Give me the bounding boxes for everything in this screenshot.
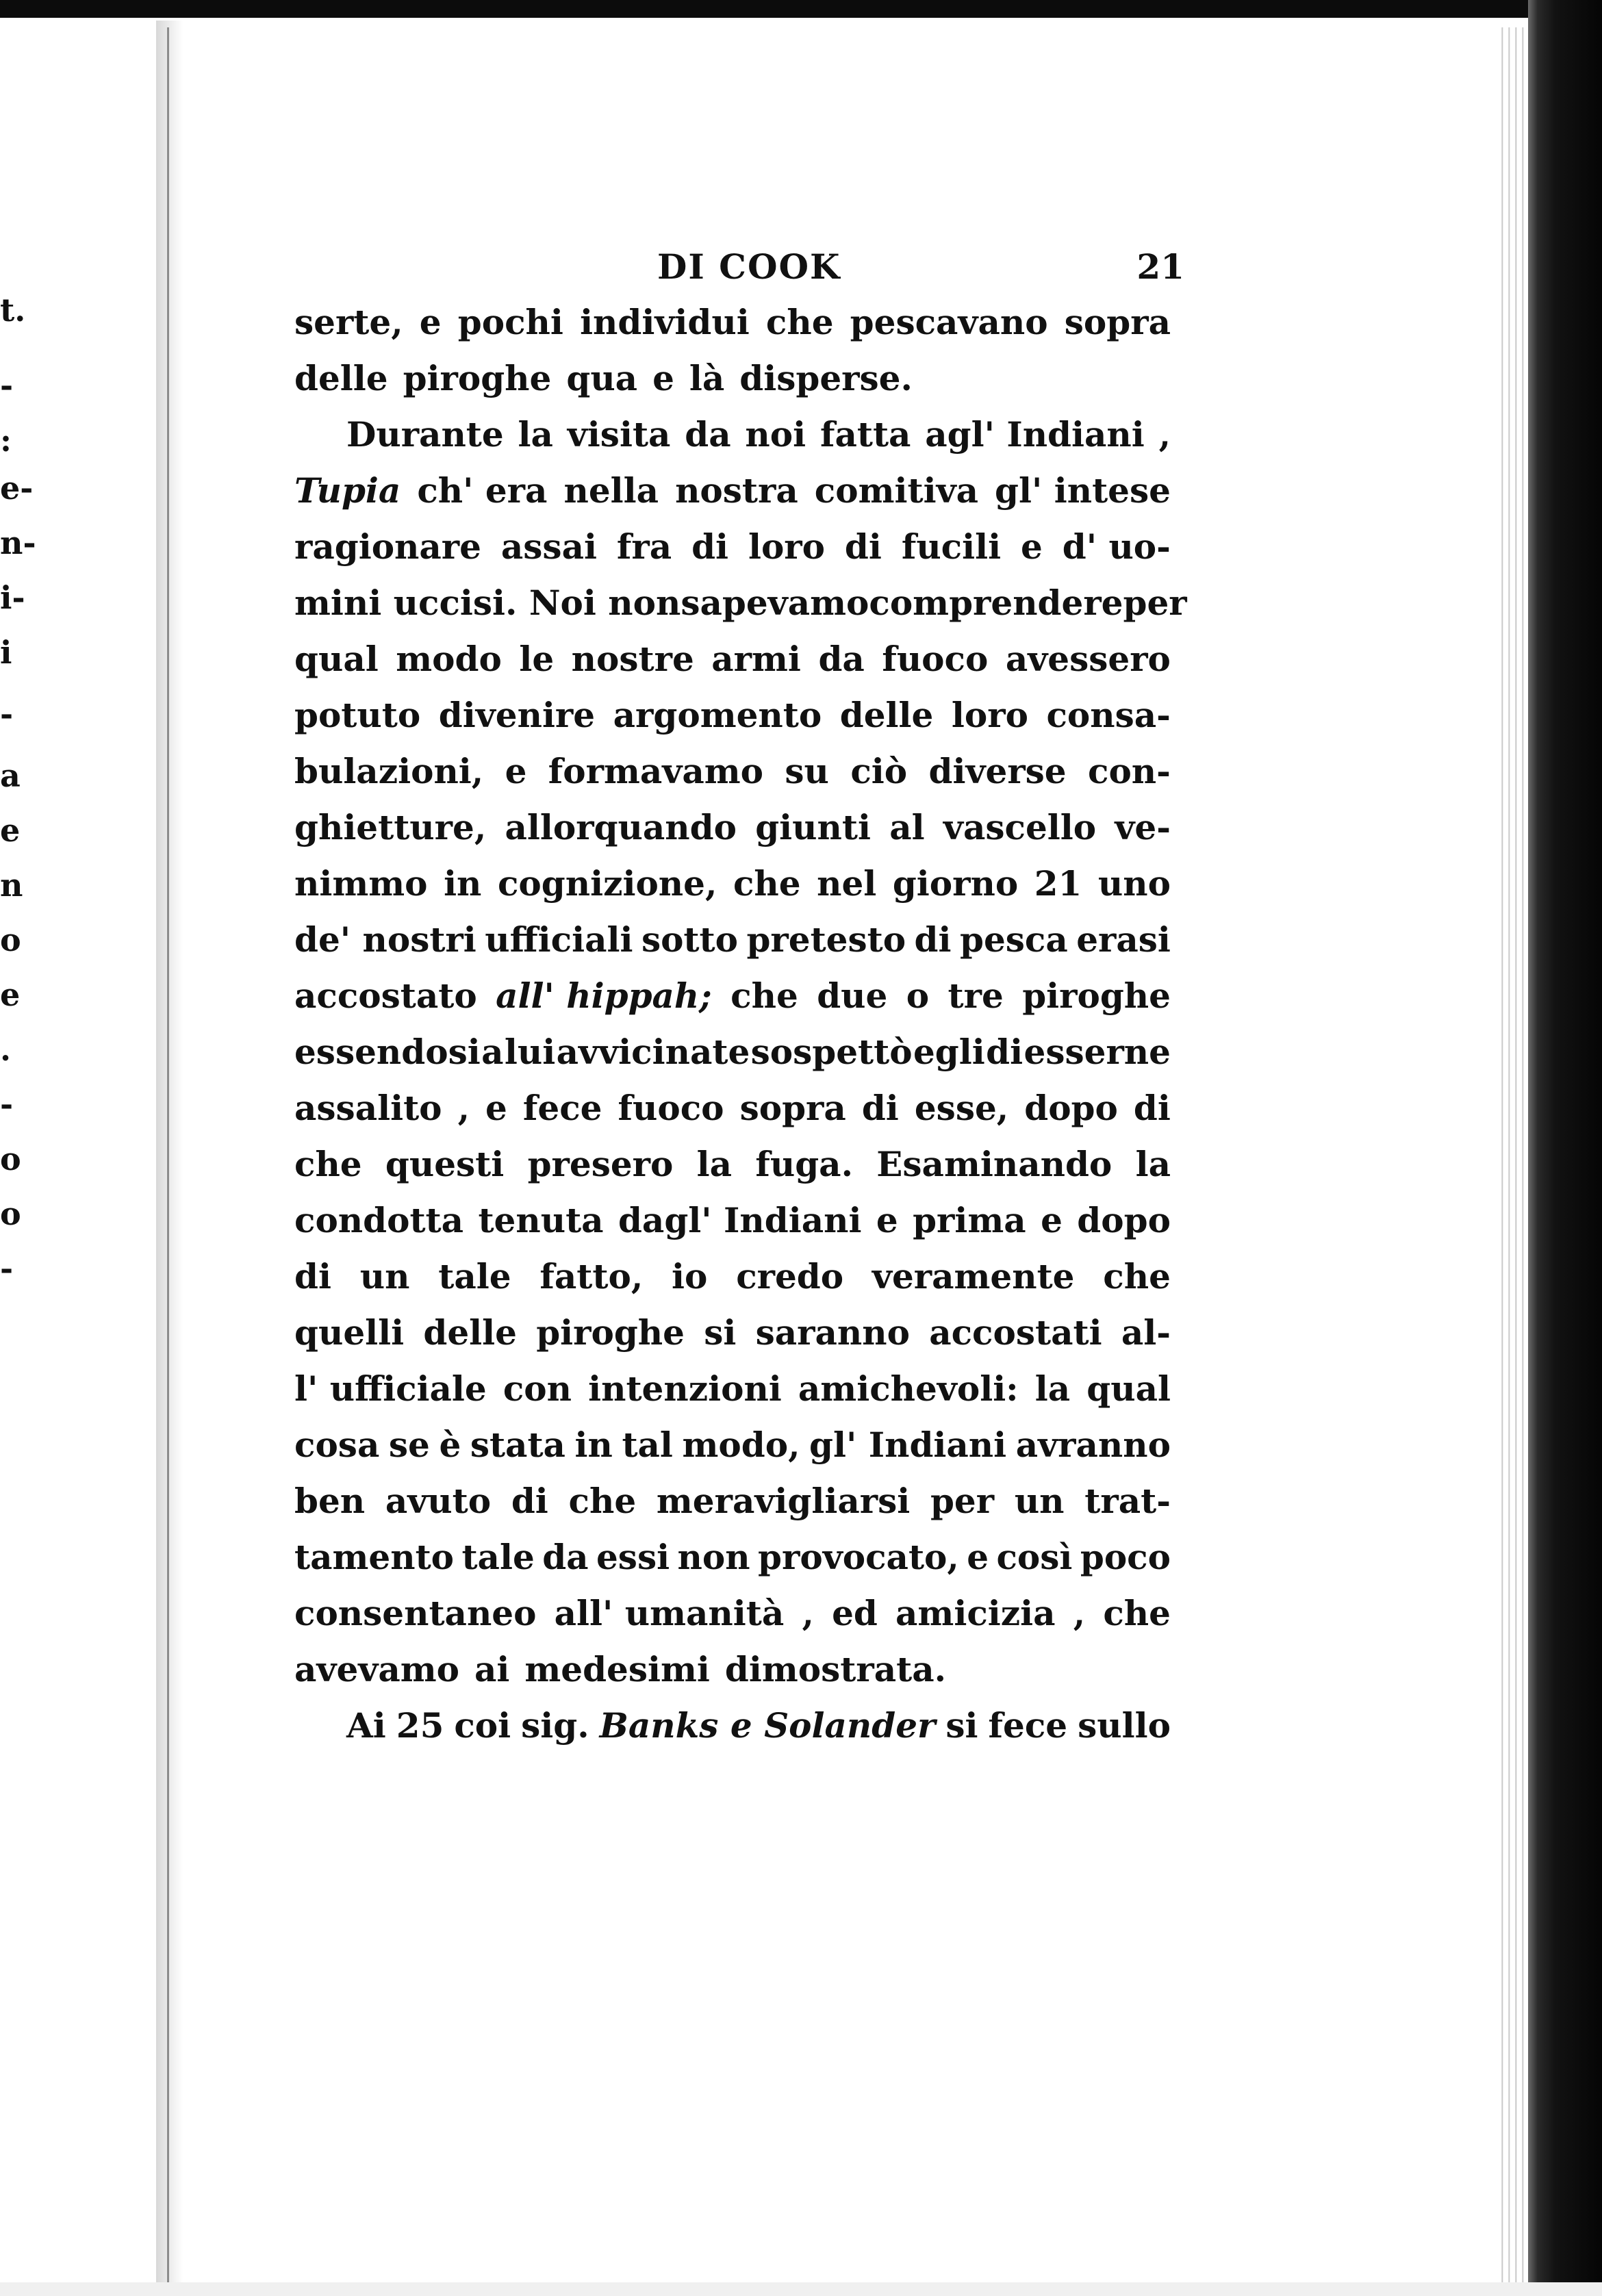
- word: dopo: [1077, 1200, 1171, 1240]
- word: gl' intese: [995, 470, 1171, 511]
- word: la: [1034, 1368, 1071, 1409]
- word: comprendere: [869, 583, 1123, 623]
- word: o: [906, 975, 930, 1016]
- word: da: [685, 414, 731, 455]
- fragment: o: [0, 1140, 21, 1177]
- text-line: [294, 294, 1171, 350]
- text-line: [294, 1249, 1171, 1305]
- word: si: [945, 1705, 978, 1746]
- word: da: [818, 639, 865, 679]
- text-line: [294, 463, 1171, 519]
- fragment: -: [0, 1250, 14, 1287]
- word: 21: [1034, 863, 1082, 904]
- word: di: [914, 919, 952, 960]
- word: esserne: [1024, 1032, 1171, 1072]
- text-line: [294, 1136, 1171, 1192]
- word: delle: [839, 695, 934, 735]
- word: ed: [832, 1593, 878, 1633]
- text-line: [294, 968, 1171, 1024]
- fragment: i-: [0, 579, 25, 616]
- word: essi: [596, 1537, 670, 1577]
- word: che: [568, 1481, 637, 1521]
- word: uno: [1097, 863, 1171, 904]
- word: pochi: [457, 302, 563, 342]
- word: ch' era: [417, 470, 548, 511]
- word: trat-: [1084, 1481, 1171, 1521]
- word: meravigliarsi: [656, 1481, 911, 1521]
- word: le: [519, 639, 555, 679]
- word: fuga.: [755, 1144, 853, 1184]
- text-line: [294, 800, 1171, 856]
- word: tale: [438, 1256, 511, 1297]
- word: Esaminando: [876, 1144, 1112, 1184]
- fragment: e-: [0, 470, 34, 507]
- word: così: [996, 1537, 1073, 1577]
- word: mini uccisi. Noi non: [294, 583, 681, 623]
- word: lui: [504, 1032, 556, 1072]
- word: là: [689, 358, 725, 398]
- word: saranno: [755, 1312, 910, 1353]
- word: individui: [580, 302, 750, 342]
- word: ufficiali: [485, 919, 633, 960]
- word: l' ufficiale: [294, 1368, 487, 1409]
- word: argomento: [613, 695, 822, 735]
- fragment: a: [0, 757, 21, 794]
- word: di: [691, 526, 729, 567]
- word: d' uo-: [1062, 526, 1171, 567]
- word: sopra: [739, 1088, 846, 1128]
- word: tamento: [294, 1537, 455, 1577]
- word: nimmo: [294, 863, 428, 904]
- word: che: [1103, 1256, 1171, 1297]
- text-line: [294, 1417, 1171, 1473]
- text-line: [294, 1024, 1171, 1080]
- word: da: [542, 1537, 589, 1577]
- word: ghietture,: [294, 807, 487, 847]
- word: fra: [616, 526, 672, 567]
- word: armi: [711, 639, 801, 679]
- word: 25: [396, 1705, 444, 1746]
- word: all' umanità: [554, 1593, 785, 1633]
- word: un: [359, 1256, 410, 1297]
- fragment: -: [0, 696, 14, 732]
- word: fuoco: [882, 639, 989, 679]
- running-title: DI COOK: [657, 246, 841, 287]
- word: tre: [948, 975, 1004, 1016]
- fragment: n-: [0, 524, 36, 561]
- word: si: [704, 1312, 737, 1353]
- word: consa-: [1046, 695, 1171, 735]
- text-line: [294, 1305, 1171, 1361]
- word: allorquando: [505, 807, 737, 847]
- word: io: [672, 1256, 708, 1297]
- word: gl' Indiani: [809, 1425, 1007, 1465]
- word: fatta: [819, 414, 911, 455]
- word: pescavano: [850, 302, 1048, 342]
- word: fece: [522, 1088, 602, 1128]
- word: su: [785, 751, 829, 791]
- word: ciò: [850, 751, 908, 791]
- word: piroghe: [536, 1312, 685, 1353]
- word: non: [677, 1537, 750, 1577]
- word: è: [439, 1425, 461, 1465]
- word: pesca: [959, 919, 1068, 960]
- word: nel: [817, 863, 877, 904]
- word: medesimi: [524, 1649, 710, 1689]
- word: di: [294, 1256, 331, 1297]
- word: sopra: [1064, 302, 1171, 342]
- gutter-shadow: [156, 21, 183, 2286]
- word: avevamo: [294, 1649, 459, 1689]
- word: modo,: [682, 1425, 800, 1465]
- word: di: [1133, 1088, 1171, 1128]
- word: ,: [1073, 1593, 1086, 1633]
- fragment: i: [0, 634, 12, 671]
- word: esse,: [914, 1088, 1009, 1128]
- word: ve-: [1115, 807, 1171, 847]
- word: bulazioni,: [294, 751, 484, 791]
- word: loro: [951, 695, 1028, 735]
- fragment: -: [0, 1086, 14, 1123]
- word: provocato,: [758, 1537, 959, 1577]
- word: con: [503, 1368, 572, 1409]
- text-line: [294, 912, 1171, 968]
- page-number: 21: [1136, 246, 1184, 287]
- word: de' nostri: [294, 919, 476, 960]
- word: avranno: [1015, 1425, 1171, 1465]
- text-line: [294, 350, 1171, 407]
- word: egli: [913, 1032, 985, 1072]
- word: giorno: [892, 863, 1019, 904]
- gutter-line: [167, 27, 169, 2286]
- fragment: :: [0, 422, 12, 459]
- word: avvicinate: [556, 1032, 750, 1072]
- word: ,: [802, 1593, 814, 1633]
- word: che: [765, 302, 834, 342]
- text-line: [294, 1192, 1171, 1249]
- word: nostre: [571, 639, 694, 679]
- word: consentaneo: [294, 1593, 537, 1633]
- text-line: [294, 1698, 1171, 1754]
- word: e: [967, 1537, 989, 1577]
- word: sullo: [1078, 1705, 1171, 1746]
- word: qua: [566, 358, 638, 398]
- word: tale: [461, 1537, 535, 1577]
- word: serte,: [294, 302, 403, 342]
- word: di: [861, 1088, 899, 1128]
- word: Durante: [346, 414, 504, 455]
- word: credo: [736, 1256, 844, 1297]
- word: modo: [396, 639, 502, 679]
- word: diverse: [928, 751, 1067, 791]
- text-line: [294, 1080, 1171, 1136]
- word: divenire: [438, 695, 596, 735]
- word: tenuta: [478, 1200, 604, 1240]
- word: essendosi: [294, 1032, 481, 1072]
- word: intenzioni: [588, 1368, 782, 1409]
- word: di: [986, 1032, 1024, 1072]
- word: potuto: [294, 695, 421, 735]
- word: formavamo: [548, 751, 764, 791]
- word: a: [481, 1032, 504, 1072]
- word: con-: [1088, 751, 1171, 791]
- word: accostato: [294, 975, 477, 1016]
- word: e: [419, 302, 442, 342]
- word: e: [652, 358, 674, 398]
- page-edges: [1497, 27, 1528, 2286]
- word: e: [1021, 526, 1043, 567]
- text-line: [294, 743, 1171, 800]
- word: fece: [988, 1705, 1068, 1746]
- word: noi: [745, 414, 806, 455]
- text-line: [294, 1361, 1171, 1417]
- text-block: [294, 246, 1187, 1754]
- word: un: [1014, 1481, 1065, 1521]
- word: al-: [1121, 1312, 1171, 1353]
- word: dimostrata.: [724, 1649, 947, 1689]
- word: sospettò: [750, 1032, 913, 1072]
- text-line: [294, 856, 1171, 912]
- word: che: [733, 863, 801, 904]
- text-line: [294, 575, 1187, 631]
- fragment: e: [0, 812, 21, 849]
- text-line: [294, 631, 1171, 687]
- word: stata: [470, 1425, 565, 1465]
- word: per: [930, 1481, 995, 1521]
- word: agl' Indiani: [925, 414, 1145, 455]
- scan-top-border: [0, 0, 1602, 18]
- word: ragionare: [294, 526, 481, 567]
- word: che: [1103, 1593, 1171, 1633]
- word: di: [511, 1481, 548, 1521]
- word: ,: [457, 1088, 470, 1128]
- word: piroghe: [1022, 975, 1171, 1016]
- word: disperse.: [739, 358, 913, 398]
- word: cosa: [294, 1425, 380, 1465]
- word-italic: Banks e Solander: [599, 1705, 936, 1746]
- running-head: [294, 246, 1184, 294]
- word: due: [817, 975, 888, 1016]
- word: piroghe: [403, 358, 552, 398]
- word: tal: [622, 1425, 673, 1465]
- fragment: o: [0, 1195, 21, 1232]
- word: la: [518, 414, 553, 455]
- word: e: [485, 1088, 507, 1128]
- word: quelli: [294, 1312, 405, 1353]
- word: fatto,: [539, 1256, 644, 1297]
- text-line: [294, 1529, 1171, 1585]
- word: comitiva: [814, 470, 979, 511]
- word: in: [444, 863, 482, 904]
- text-line: [294, 687, 1171, 743]
- scan-bottom-border: [0, 2282, 1602, 2296]
- word: nella: [563, 470, 659, 511]
- text-line: [294, 1642, 1171, 1698]
- word: questi: [385, 1144, 505, 1184]
- word: nostra: [675, 470, 798, 511]
- word: amichevoli:: [798, 1368, 1019, 1409]
- fragment: n: [0, 867, 23, 904]
- word: al: [889, 807, 925, 847]
- word: qual: [1086, 1368, 1171, 1409]
- word: la: [696, 1144, 733, 1184]
- word: coi: [454, 1705, 511, 1746]
- word: veramente: [872, 1256, 1075, 1297]
- word: ben: [294, 1481, 366, 1521]
- word: dagl' Indiani: [618, 1200, 862, 1240]
- word: assalito: [294, 1088, 442, 1128]
- word: accostati: [929, 1312, 1102, 1353]
- word: ,: [1158, 414, 1171, 455]
- word-italic: Tupia: [294, 470, 401, 511]
- word: di: [844, 526, 882, 567]
- word: la: [1135, 1144, 1171, 1184]
- word: sotto: [641, 919, 738, 960]
- word: in: [574, 1425, 613, 1465]
- word: se: [388, 1425, 430, 1465]
- word: sapevamo: [681, 583, 869, 623]
- word: erasi: [1076, 919, 1171, 960]
- word: amicizia: [895, 1593, 1056, 1633]
- word: qual: [294, 639, 379, 679]
- fragment: -: [0, 367, 14, 404]
- word: che: [730, 975, 798, 1016]
- word: e: [1041, 1200, 1063, 1240]
- body-text: [294, 294, 1187, 1754]
- word: cognizione,: [497, 863, 717, 904]
- text-line: [294, 1585, 1171, 1642]
- word: assai: [500, 526, 597, 567]
- word: e: [876, 1200, 898, 1240]
- word: per: [1123, 583, 1187, 623]
- fragment: o: [0, 921, 21, 958]
- scan-right-border: [1528, 0, 1602, 2296]
- fragment: .: [0, 1031, 12, 1068]
- word: Ai: [346, 1705, 386, 1746]
- word: che: [294, 1144, 362, 1184]
- word: sig.: [521, 1705, 589, 1746]
- word: condotta: [294, 1200, 464, 1240]
- word: prima: [913, 1200, 1026, 1240]
- word: visita: [567, 414, 671, 455]
- word: dopo: [1024, 1088, 1118, 1128]
- fragment: t.: [0, 292, 26, 329]
- word: loro: [748, 526, 825, 567]
- text-line: [294, 519, 1171, 575]
- fragment: e: [0, 976, 21, 1013]
- word: poco: [1080, 1537, 1171, 1577]
- word: vascello: [943, 807, 1097, 847]
- word: fucili: [901, 526, 1002, 567]
- word: pretesto: [746, 919, 906, 960]
- word: avessero: [1005, 639, 1171, 679]
- word: presero: [527, 1144, 674, 1184]
- word: fuoco: [618, 1088, 724, 1128]
- word: ai: [474, 1649, 510, 1689]
- word: delle: [423, 1312, 517, 1353]
- word: delle: [294, 358, 388, 398]
- text-line: [294, 407, 1171, 463]
- word: avuto: [385, 1481, 492, 1521]
- word-italic: all' hippah;: [496, 975, 712, 1016]
- word: giunti: [755, 807, 871, 847]
- text-line: [294, 1473, 1171, 1529]
- word: e: [505, 751, 527, 791]
